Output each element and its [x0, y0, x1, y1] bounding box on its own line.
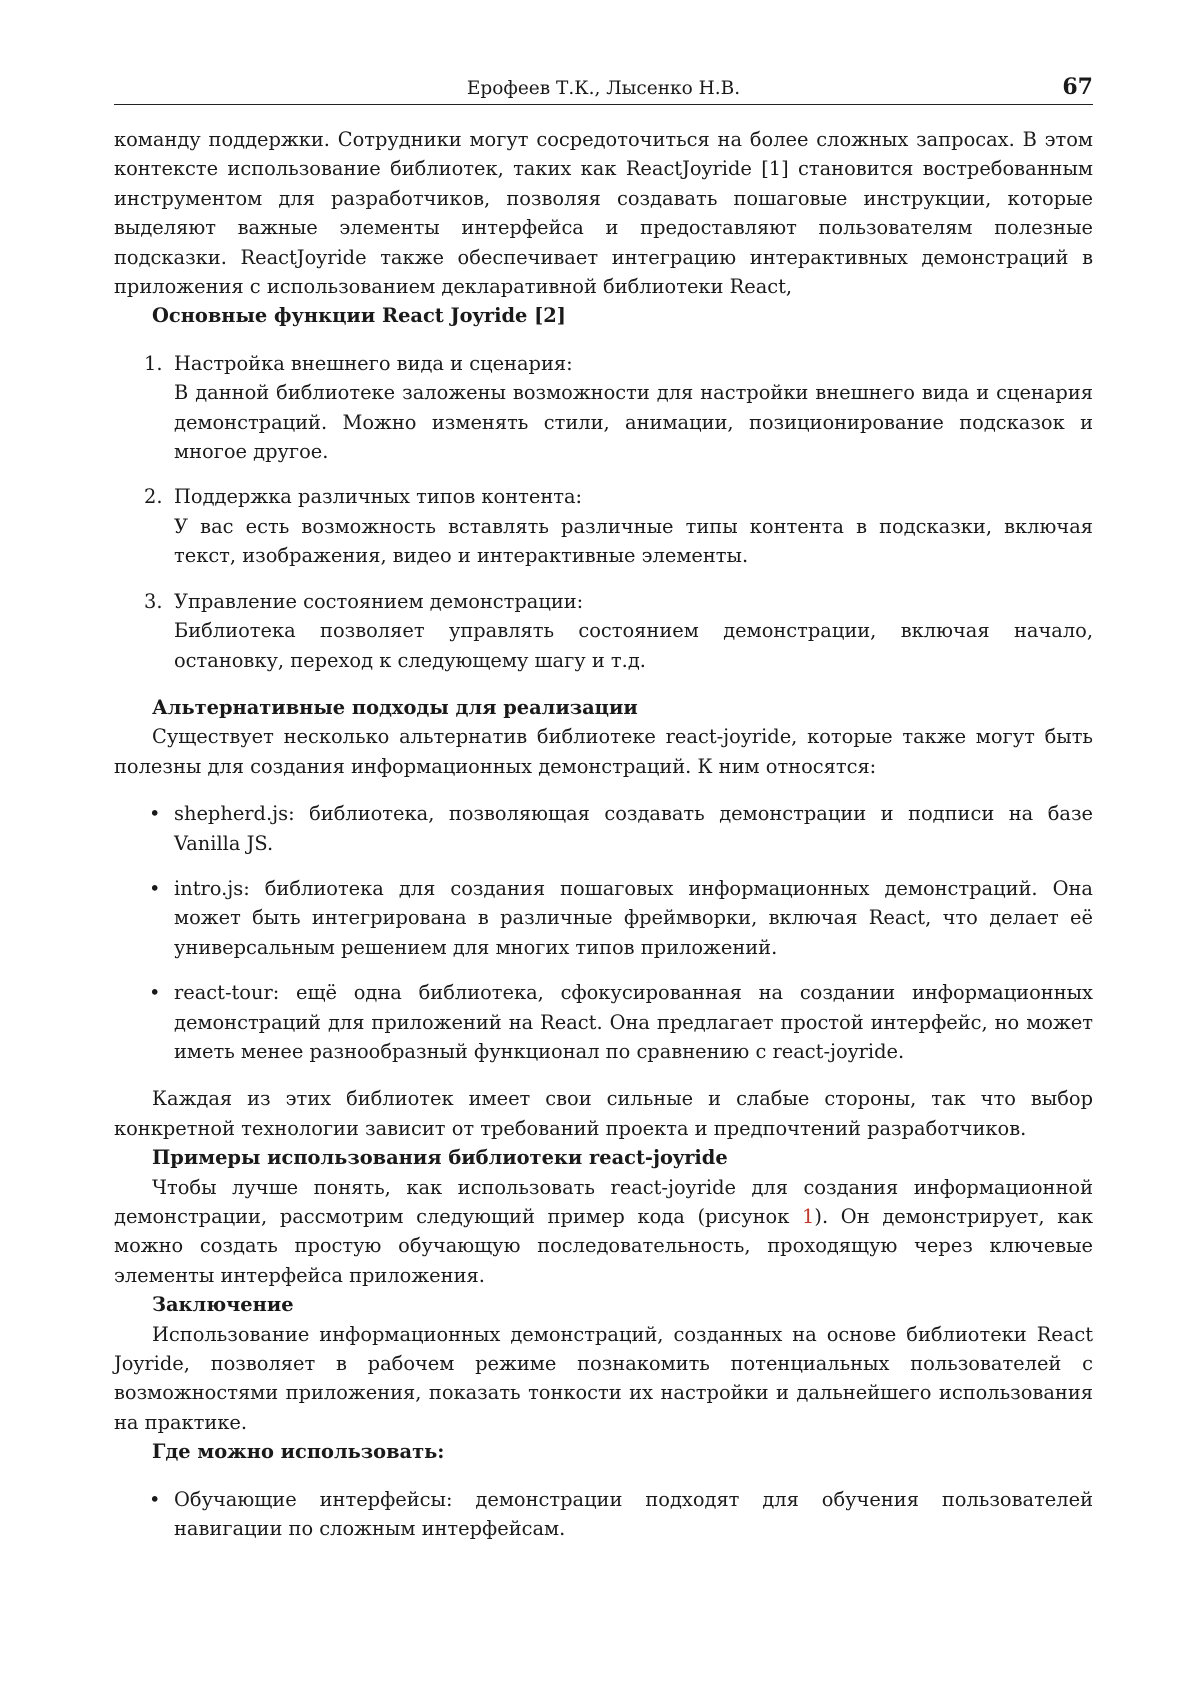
list-item-title: Управление состоянием демонстрации: [174, 589, 584, 613]
functions-heading: Основные функции React Joyride [2] [152, 304, 566, 328]
alternatives-heading: Альтернативные подходы для реализации [152, 695, 638, 719]
list-item [114, 874, 1093, 962]
conclusion-paragraph: Использование информационных демонстраций, созданных на основе библиотеки React Joyride, позволяет в рабочем режиме познакомить потенциальных пользователей с возможностями приложения, показать тонкости их настройки и дальнейшего использования на практике. [114, 1322, 1093, 1434]
list-item-text: В данной библиотеке заложены возможности для настройки внешнего вида и сценария демонстраций. Можно изменять стили, анимации, позиционирование подсказок и многое другое. [174, 381, 1093, 464]
figure-reference-link[interactable]: 1 [802, 1205, 815, 1228]
page-number: 67 [1062, 74, 1093, 100]
list-item-title: Поддержка различных типов контента: [174, 485, 583, 509]
list-item-number: 1. [144, 351, 163, 375]
list-item [114, 799, 1093, 858]
list-item-text: У вас есть возможность вставлять различные типы контента в подсказки, включая текст, изображения, видео и интерактивные элементы. [174, 514, 1093, 568]
intro-paragraph: команду поддержки. Сотрудники могут сосредоточиться на более сложных запросах. В этом контексте использование библиотек, таких как ReactJoyride [1] становится востребованным инструментом для разработчиков, позволяя создавать пошаговые инструкции, которые выделяют важные элементы интерфейса и предоставляют пользователям полезные подсказки. ReactJoyride также обеспечивает интеграцию интерактивных демонстраций в приложения с использованием декларативной библиотеки React, [114, 128, 1093, 299]
conclusion-heading: Заключение [152, 1293, 294, 1317]
examples-text-before: Чтобы лучше понять, как использовать react-joyride для создания информационной демонстрации, рассмотрим следующий пример кода (рисунок [114, 1175, 1093, 1228]
list-item-text: shepherd.js: библиотека, позволяющая создавать демонстрации и подписи на базе Vanilla JS. [174, 802, 1093, 855]
running-header [114, 68, 1093, 105]
header-authors: Ерофеев Т.К., Лысенко Н.В. [466, 78, 741, 99]
list-item [114, 349, 1093, 467]
list-item-text: Библиотека позволяет управлять состоянием демонстрации, включая начало, остановку, переход к следующему шагу и т.д. [174, 619, 1093, 672]
list-item [114, 1485, 1093, 1544]
list-item-text: intro.js: библиотека для создания пошаговых информационных демонстраций. Она может быть интегрирована в различные фреймворки, включая React, что делает её универсальным решением для многих типов приложений. [174, 876, 1093, 959]
list-item [114, 482, 1093, 570]
bullet-icon: • [149, 802, 161, 826]
list-item-number: 3. [144, 589, 163, 613]
examples-heading: Примеры использования библиотеки react-joyride [152, 1146, 728, 1170]
alternatives-conclusion: Каждая из этих библиотек имеет свои сильные и слабые стороны, так что выбор конкретной технологии зависит от требований проекта и предпочтений разработчиков. [114, 1087, 1093, 1140]
article-body [114, 125, 1093, 1543]
bullet-icon: • [149, 1487, 161, 1511]
bullet-icon: • [149, 876, 161, 900]
examples-text-after: ). Он демонстрирует, как можно создать простую обучающую последовательность, проходящую через ключевые элементы интерфейса приложения. [114, 1205, 1094, 1287]
alternatives-list [114, 799, 1093, 1066]
usage-heading: Где можно использовать: [152, 1440, 445, 1464]
functions-list [114, 349, 1093, 675]
usage-list [114, 1485, 1093, 1544]
alternatives-intro: Существует несколько альтернатив библиотеке react-joyride, которые также могут быть полезны для создания информационных демонстраций. К ним относятся: [114, 725, 1093, 778]
list-item-title: Настройка внешнего вида и сценария: [174, 351, 573, 375]
list-item-text: react-tour: ещё одна библиотека, сфокусированная на создании информационных демонстраций для приложений на React. Она предлагает простой интерфейс, но может иметь менее разнообразный функционал по сравнению с react-joyride. [174, 981, 1093, 1063]
list-item-number: 2. [144, 485, 163, 509]
list-item [114, 978, 1093, 1066]
examples-paragraph [114, 1173, 1093, 1291]
bullet-icon: • [149, 981, 161, 1005]
list-item-text: Обучающие интерфейсы: демонстрации подходят для обучения пользователей навигации по сложным интерфейсам. [174, 1487, 1093, 1541]
page [114, 68, 1093, 1543]
list-item [114, 587, 1093, 675]
